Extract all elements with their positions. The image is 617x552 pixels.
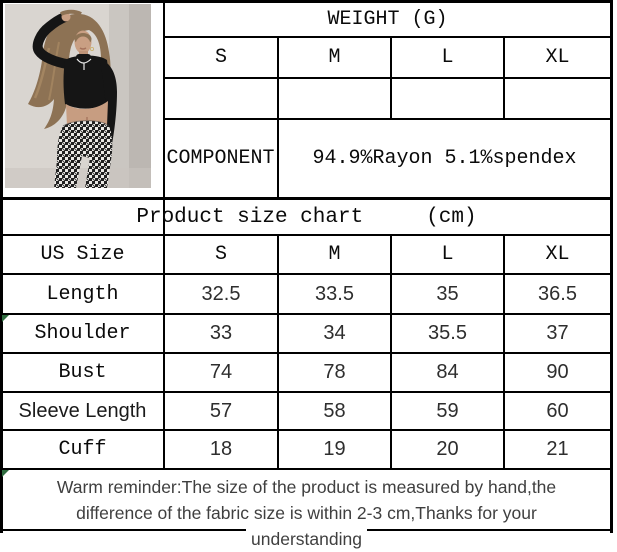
model-photo-illustration — [5, 4, 151, 188]
size-chart-header-s: S — [214, 243, 227, 266]
weight-value-m — [279, 79, 390, 118]
row-length-s: 32.5 — [201, 282, 241, 305]
row-length-l: 35 — [436, 282, 459, 305]
weight-size-header-m: M — [328, 46, 341, 69]
grid-line — [610, 0, 613, 533]
size-chart-header-m: M — [328, 243, 341, 266]
weight-value-s — [165, 79, 277, 118]
row-cuff-label: Cuff — [58, 438, 107, 461]
row-length-label: Length — [46, 282, 119, 306]
reminder-line-2: difference of the fabric size is within 2-3 cm,Thanks for your — [0, 500, 613, 526]
row-shoulder-xl: 37 — [546, 322, 569, 344]
weight-value-xl — [505, 79, 610, 118]
product-photo-cell — [2, 2, 163, 198]
row-bust-l: 84 — [436, 361, 459, 383]
weight-value-l — [392, 79, 503, 118]
reminder-line-1: Warm reminder:The size of the product is measured by hand,the — [0, 474, 613, 500]
row-cuff-xl: 21 — [546, 438, 569, 460]
row-cuff-m: 19 — [323, 438, 346, 460]
row-cuff-l: 20 — [436, 438, 459, 460]
row-bust-label: Bust — [58, 361, 107, 384]
weight-size-header-l: L — [441, 46, 454, 69]
component-label: COMPONENT — [166, 147, 275, 170]
row-bust-xl: 90 — [546, 361, 569, 383]
row-shoulder-l: 35.5 — [428, 322, 467, 344]
row-sleeve-m: 58 — [323, 399, 346, 422]
row-length-xl: 36.5 — [538, 282, 577, 305]
row-shoulder-m: 34 — [323, 322, 346, 344]
row-shoulder-label: Shoulder — [34, 322, 131, 345]
component-value: 94.9%Rayon 5.1%spendex — [312, 147, 577, 170]
size-chart-title: Product size chart (cm) — [136, 205, 477, 229]
weight-size-header-xl: XL — [545, 46, 570, 69]
size-chart-header-xl: XL — [545, 243, 570, 266]
row-length-m: 33.5 — [315, 282, 354, 305]
size-chart-header-l: L — [441, 243, 454, 266]
row-sleeve-s: 57 — [209, 399, 233, 422]
reminder-line-3: understanding — [0, 526, 613, 552]
row-bust-s: 74 — [209, 361, 233, 383]
size-chart-header-label: US Size — [40, 243, 125, 266]
grid-line — [0, 468, 613, 470]
row-shoulder-s: 33 — [209, 322, 233, 344]
row-sleeve-label: Sleeve Length — [18, 399, 147, 422]
row-sleeve-xl: 60 — [546, 399, 569, 422]
product-photo — [5, 4, 151, 188]
weight-table-title: WEIGHT (G) — [327, 7, 448, 31]
row-cuff-s: 18 — [209, 438, 233, 460]
row-sleeve-l: 59 — [436, 399, 459, 422]
weight-size-header-s: S — [214, 46, 227, 69]
row-bust-m: 78 — [323, 361, 346, 383]
